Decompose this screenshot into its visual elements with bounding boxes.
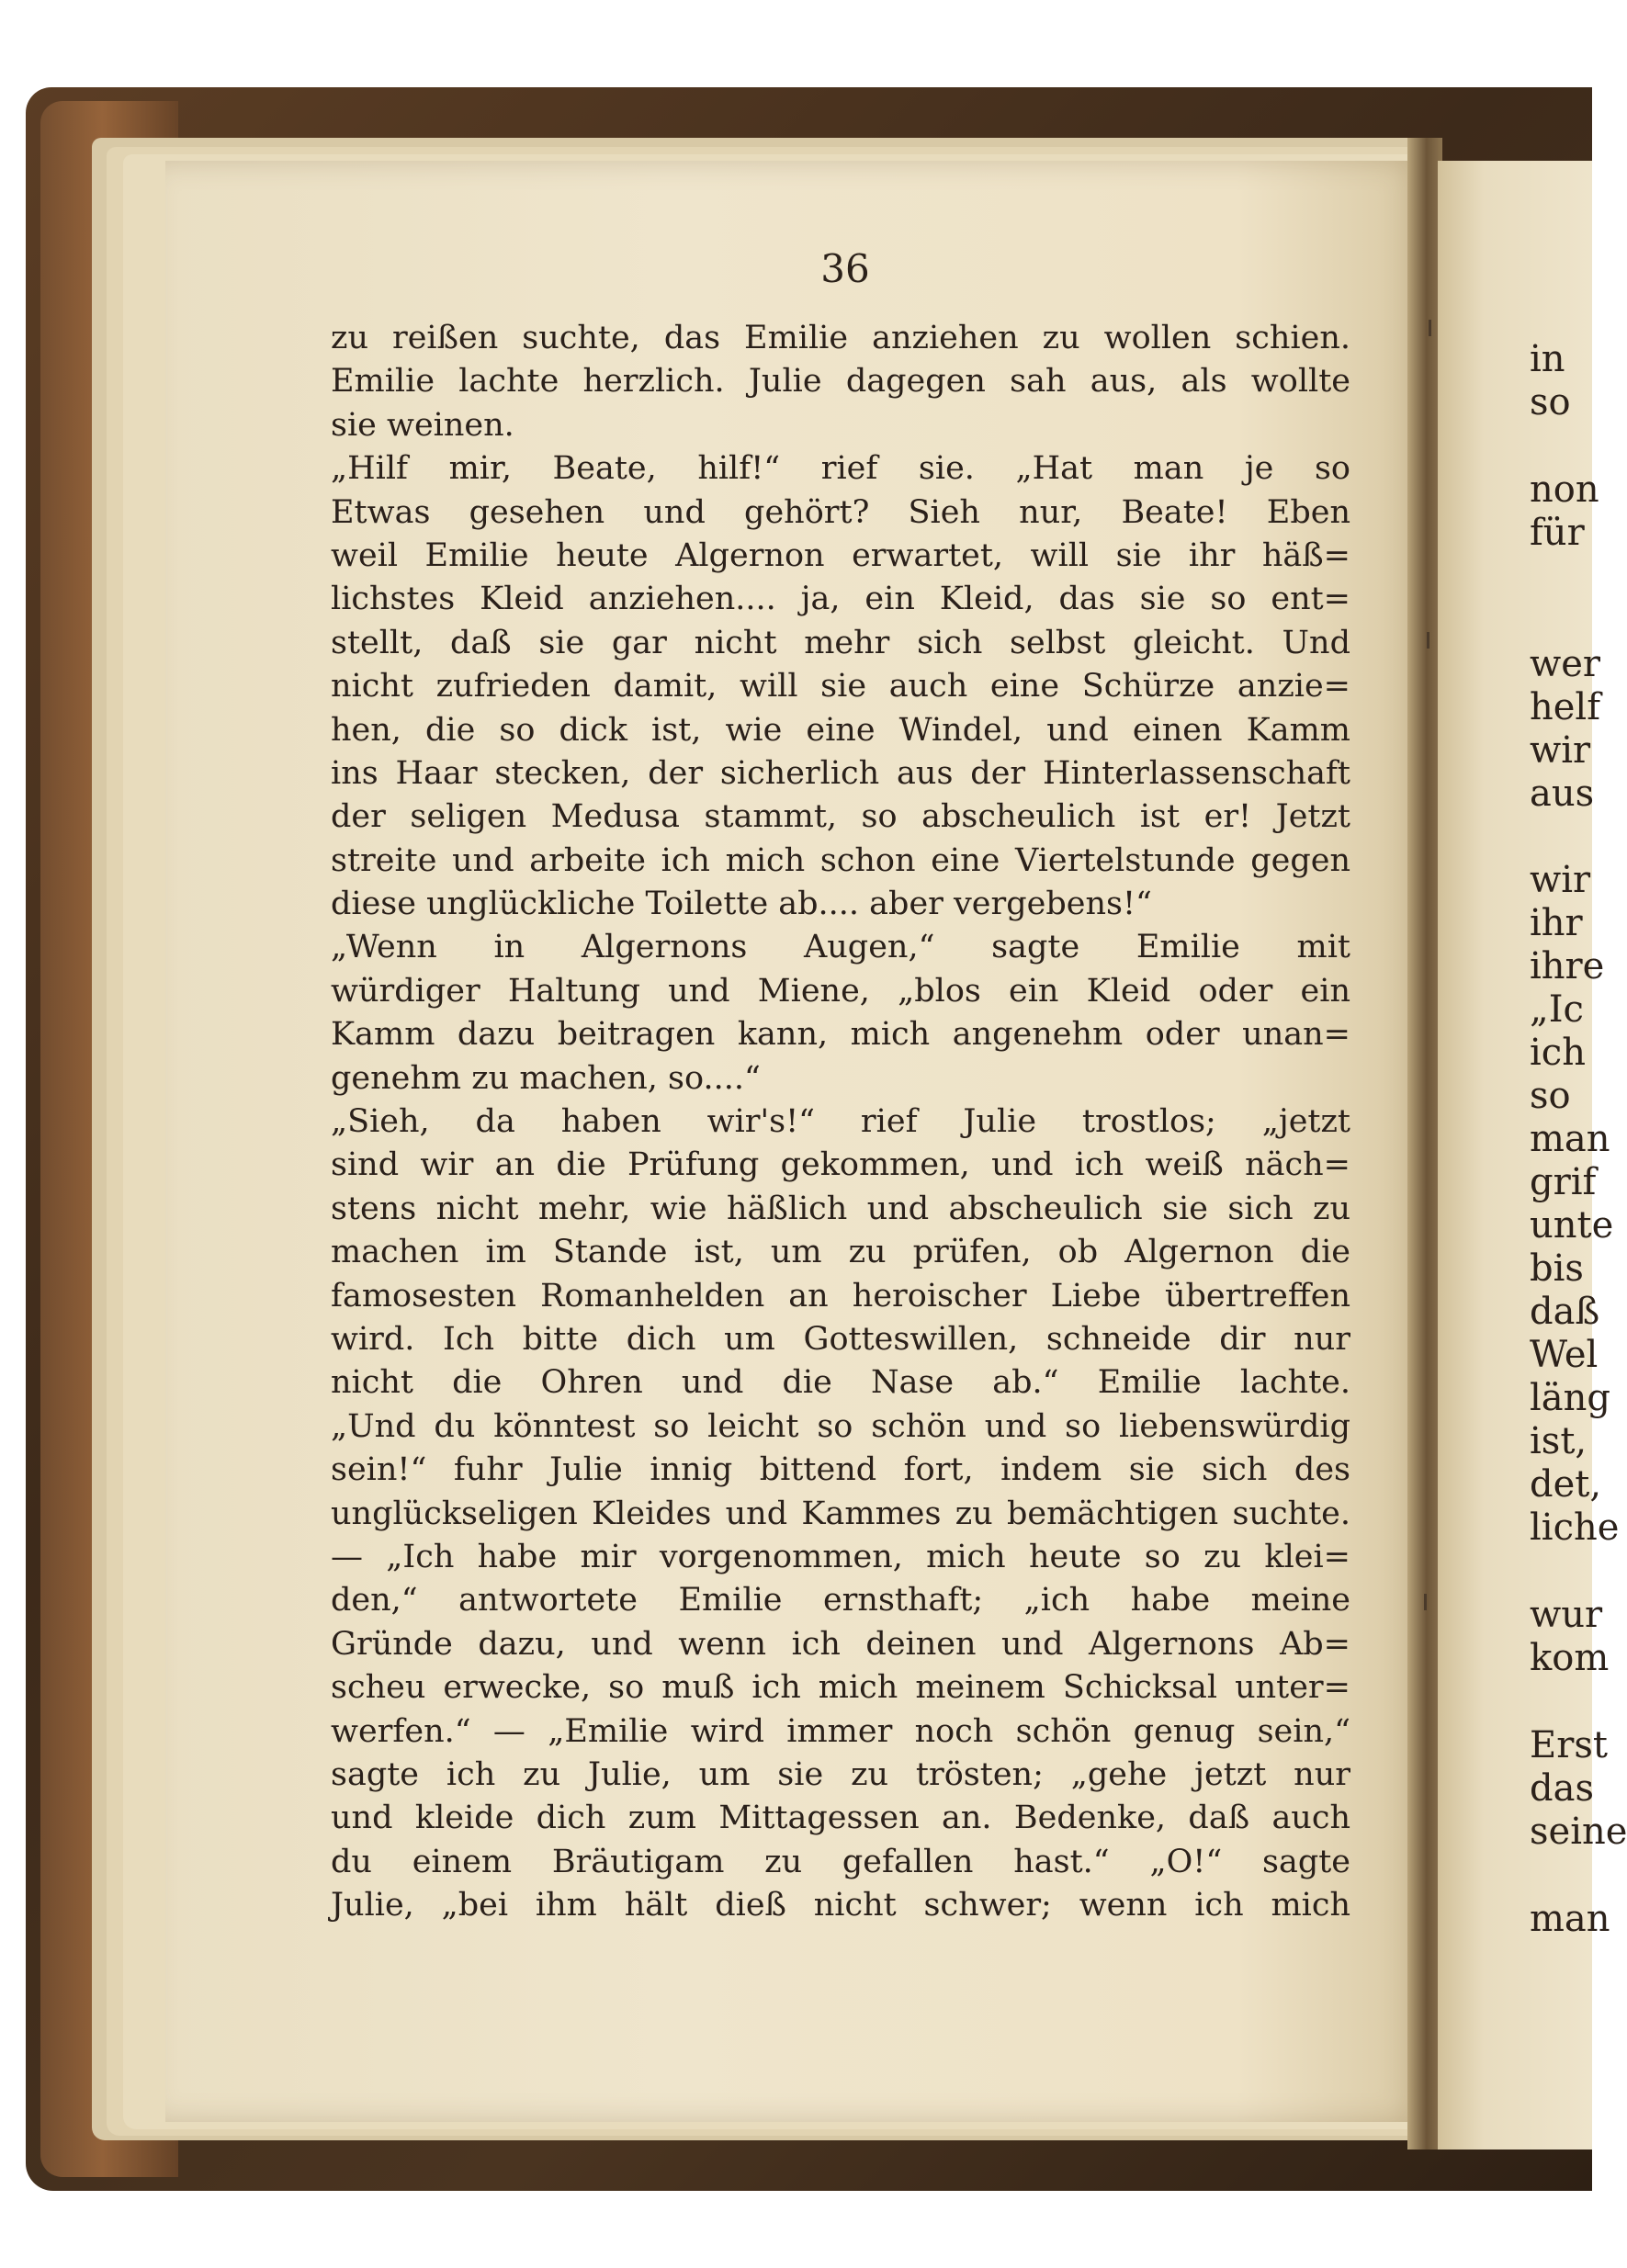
- right-page-fragment: Wel: [1530, 1334, 1599, 1376]
- text-line: stens nicht mehr, wie häßlich und abscheulich sie sich zu: [331, 1190, 1350, 1227]
- text-line: „Wenn in Algernons Augen,“ sagte Emilie mit: [331, 929, 1350, 966]
- right-page-fragment: unte: [1530, 1204, 1614, 1247]
- page-number: 36: [820, 246, 870, 291]
- right-page-fragment: non: [1530, 468, 1599, 511]
- text-line: scheu erwecke, so muß ich mich meinem Schicksal unter=: [331, 1669, 1350, 1707]
- right-page-fragment: wir: [1530, 859, 1591, 901]
- margin-mark: [1429, 320, 1431, 336]
- text-line: Emilie lachte herzlich. Julie dagegen sah aus, als wollte: [331, 363, 1350, 401]
- margin-mark: [1427, 632, 1429, 649]
- right-page-fragment: so: [1530, 1075, 1571, 1117]
- margin-mark: [1424, 1594, 1427, 1610]
- right-page-fragment: ist,: [1530, 1420, 1587, 1462]
- text-line: sind wir an die Prüfung gekommen, und ich weiß näch=: [331, 1146, 1350, 1184]
- text-line: „Sieh, da haben wir's!“ rief Julie trostlos; „jetzt: [331, 1103, 1350, 1141]
- right-page-fragment: aus: [1530, 773, 1595, 815]
- right-page-fragment: daß: [1530, 1291, 1600, 1333]
- right-page-fragment: grif: [1530, 1161, 1597, 1203]
- text-line: zu reißen suchte, das Emilie anziehen zu wollen schien.: [331, 320, 1350, 356]
- right-page-fragment: det,: [1530, 1463, 1602, 1506]
- right-page-fragment: man: [1530, 1118, 1610, 1160]
- right-page-fragment: läng: [1530, 1377, 1611, 1419]
- text-line: hen, die so dick ist, wie eine Windel, und einen Kamm: [331, 711, 1350, 749]
- text-line: sein!“ fuhr Julie innig bittend fort, indem sie sich des: [331, 1451, 1350, 1489]
- right-page-fragment: seine: [1530, 1811, 1627, 1853]
- text-line: und kleide dich zum Mittagessen an. Bedenke, daß auch: [331, 1800, 1350, 1837]
- right-page-fragment: so: [1530, 381, 1571, 423]
- text-line: weil Emilie heute Algernon erwartet, will sie ihr häß=: [331, 536, 1350, 574]
- text-line: machen im Stande ist, um zu prüfen, ob Algernon die: [331, 1234, 1350, 1271]
- text-line: den,“ antwortete Emilie ernsthaft; „ich habe meine: [331, 1582, 1350, 1619]
- right-page-fragment: bis: [1530, 1247, 1584, 1290]
- text-line: streite und arbeite ich mich schon eine Viertelstunde gegen: [331, 841, 1350, 879]
- right-page-fragment: liche: [1530, 1506, 1620, 1549]
- text-line: — „Ich habe mir vorgenommen, mich heute so zu klei=: [331, 1538, 1350, 1575]
- text-line: würdiger Haltung und Miene, „blos ein Kleid oder ein: [331, 972, 1350, 1010]
- text-line: „Und du könntest so leicht so schön und so liebenswürdig: [331, 1407, 1350, 1445]
- text-line: Etwas gesehen und gehört? Sieh nur, Beate! Eben: [331, 493, 1350, 531]
- page-text: [331, 317, 1350, 1927]
- text-line: diese unglückliche Toilette ab.... aber vergebens!“: [331, 886, 1152, 923]
- right-page-fragment: ihre: [1530, 945, 1605, 987]
- right-page-fragment: wer: [1530, 643, 1601, 685]
- right-page-fragment: helf: [1530, 686, 1601, 728]
- right-page-fragment: ich: [1530, 1032, 1586, 1074]
- text-line: stellt, daß sie gar nicht mehr sich selbst gleicht. Und: [331, 624, 1350, 661]
- text-line: nicht die Ohren und die Nase ab.“ Emilie lachte.: [331, 1364, 1350, 1402]
- right-page-fragment: wur: [1530, 1594, 1603, 1636]
- right-page-fragment: ihr: [1530, 902, 1583, 944]
- text-line: nicht zufrieden damit, will sie auch eine Schürze anzie=: [331, 668, 1350, 705]
- right-page-fragment: man: [1530, 1898, 1610, 1940]
- right-page-fragment: das: [1530, 1767, 1594, 1810]
- text-line: unglückseligen Kleides und Kammes zu bemächtigen suchte.: [331, 1495, 1350, 1532]
- text-line: Kamm dazu beitragen kann, mich angenehm oder unan=: [331, 1016, 1350, 1054]
- right-page-fragment: kom: [1530, 1637, 1610, 1679]
- text-line: sagte ich zu Julie, um sie zu trösten; „gehe jetzt nur: [331, 1755, 1350, 1793]
- right-page-fragment: für: [1530, 512, 1585, 554]
- right-page-fragment: wir: [1530, 729, 1591, 772]
- text-line: du einem Bräutigam zu gefallen hast.“ „O!“ sagte: [331, 1843, 1350, 1880]
- text-line: „Hilf mir, Beate, hilf!“ rief sie. „Hat man je so: [331, 450, 1350, 488]
- text-line: genehm zu machen, so....“: [331, 1059, 761, 1097]
- text-line: sie weinen.: [331, 406, 514, 444]
- right-page: [1438, 161, 1627, 2150]
- text-line: wird. Ich bitte dich um Gotteswillen, schneide dir nur: [331, 1320, 1350, 1358]
- text-line: famosesten Romanhelden an heroischer Liebe übertreffen: [331, 1277, 1350, 1315]
- text-line: Julie, „bei ihm hält dieß nicht schwer; wenn ich mich: [331, 1887, 1350, 1924]
- text-line: Gründe dazu, und wenn ich deinen und Algernons Ab=: [331, 1625, 1350, 1663]
- text-line: lichstes Kleid anziehen.... ja, ein Kleid, das sie so ent=: [331, 581, 1350, 618]
- text-line: werfen.“ — „Emilie wird immer noch schön genug sein,“: [331, 1712, 1350, 1750]
- right-page-fragment: Erst: [1530, 1724, 1608, 1766]
- right-page-fragment: „Ic: [1530, 988, 1584, 1031]
- right-page-fragment: in: [1530, 338, 1565, 380]
- text-line: der seligen Medusa stammt, so abscheulich ist er! Jetzt: [331, 798, 1350, 836]
- text-line: ins Haar stecken, der sicherlich aus der Hinterlassenschaft: [331, 754, 1350, 792]
